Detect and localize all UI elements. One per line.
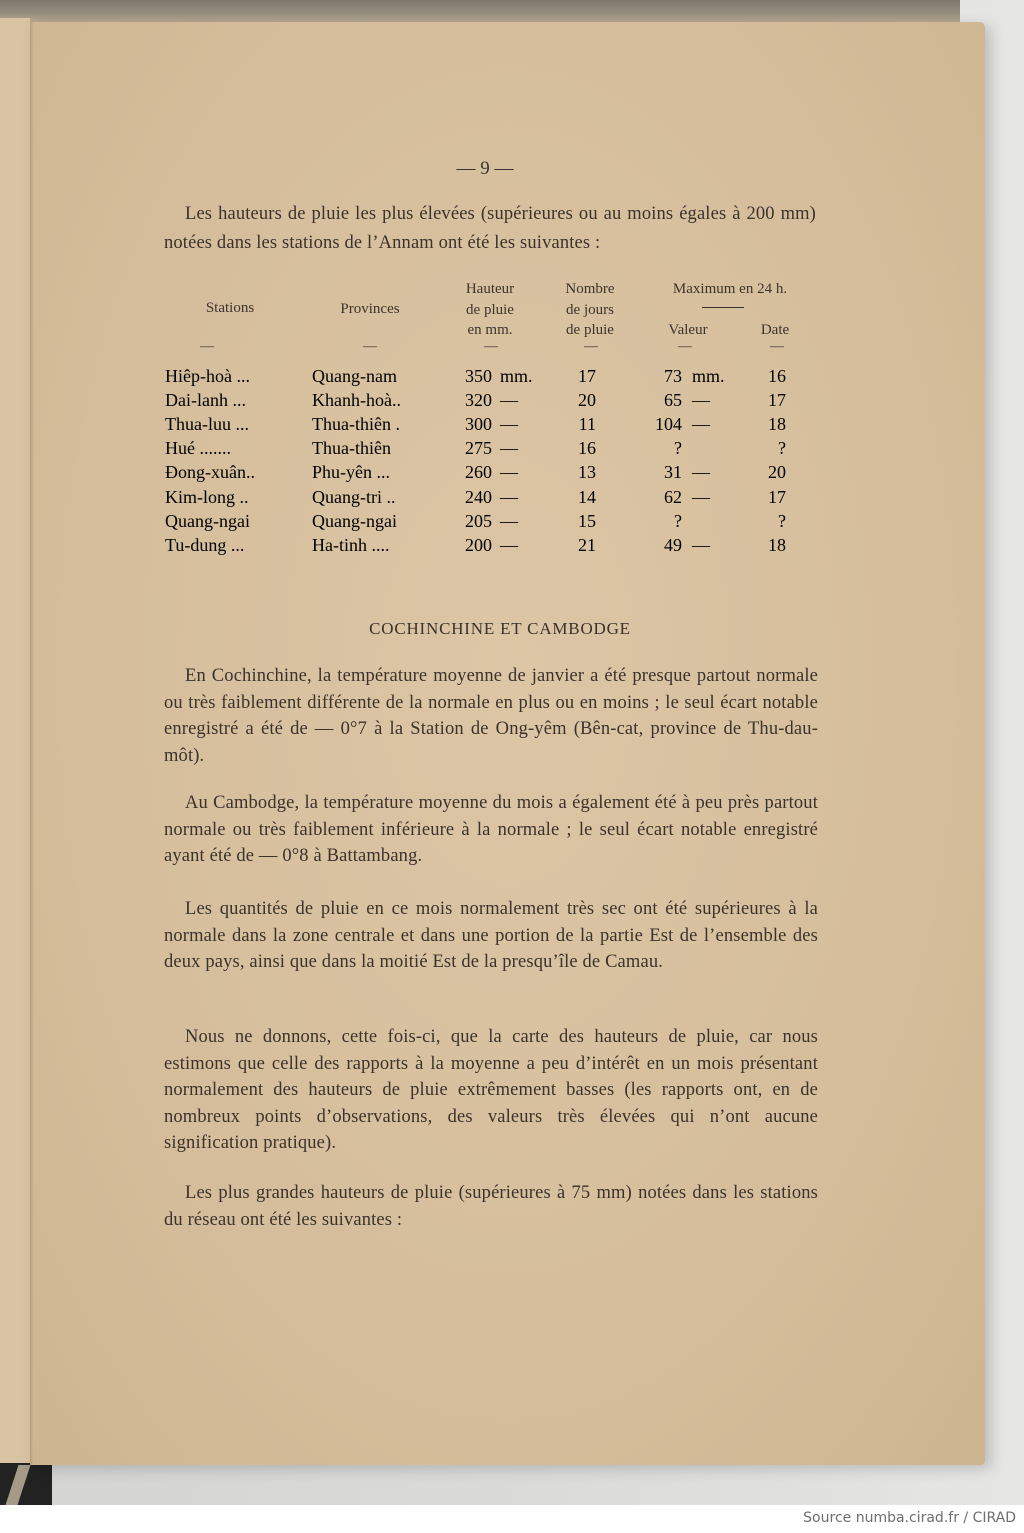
paragraph-highest-rainfall: Les plus grandes hauteurs de pluie (supérieures à 75 mm) notées dans les stations du réseau ont été les suivantes : [164,1183,818,1230]
cell-hauteur-unit: — [500,486,518,507]
cell-province: Quang-nam [312,366,397,386]
book-cover-top-edge [0,0,960,22]
cell-valeur-unit: — [692,486,710,507]
header-nombre-2: de jours [566,302,614,318]
cell-province: Thua-thiên . [312,414,400,435]
cell-jours: 17 [578,366,596,386]
table-row [0,414,786,438]
header-nombre-3: de pluie [566,322,614,338]
paragraph-cambodge: Au Cambodge, la température moyenne du mois a également été à peu près partout normale ou très faiblement inférieure à la normale ; le seul écart notable enregistré ayant été de — 0°8 à Battambang. [164,793,818,866]
cell-valeur: 73 [664,366,682,386]
table-row [0,486,786,511]
header-hauteur-3: en mm. [467,322,513,338]
table-row [0,390,786,414]
cell-province: Khanh-hoà.. [312,390,401,411]
cell-valeur-unit: — [692,534,710,555]
cell-hauteur: 205 [465,510,492,531]
cell-jours: 15 [578,510,596,531]
cell-hauteur-unit: mm. [500,366,533,386]
cell-valeur: ? [674,438,682,459]
cell-valeur-unit: mm. [692,366,725,386]
paragraph-cochinchine: En Cochinchine, la température moyenne de janvier a été presque partout normale ou très faiblement différente de la normale en plus ou en moins ; le seul écart notable enregistré a été de — 0°7 à la Station de Ong-yêm (Bên-cat, province de Thu-dau-môt). [164,666,818,766]
table-row [0,534,786,559]
cell-station: Thua-luu ... [165,414,249,435]
source-credit: Source numba.cirad.fr / CIRAD [803,1510,1016,1526]
cell-date: ? [778,510,786,531]
cell-date: 18 [768,414,786,435]
cell-date: 20 [768,462,786,483]
cell-valeur-unit: — [692,462,710,483]
page-number: — 9 — [456,158,514,179]
cell-valeur: 31 [664,462,682,483]
cell-station: Kim-long .. [165,486,249,507]
cell-jours: 16 [578,438,596,459]
cell-jours: 13 [578,462,596,483]
cell-jours: 20 [578,390,596,411]
table-row [0,438,786,462]
header-date: Date [760,322,790,338]
cell-hauteur: 200 [465,534,492,555]
cell-date: 16 [768,366,786,386]
header-maximum-rule [702,307,744,308]
section-heading: COCHINCHINE ET CAMBODGE [369,619,631,638]
cell-hauteur-unit: — [500,438,518,459]
cell-valeur: 104 [655,414,682,435]
header-dash-provinces: — [363,339,377,354]
page-gutter-shadow [30,22,34,1465]
cell-hauteur: 300 [465,414,492,435]
cell-valeur-unit: — [692,390,710,411]
cell-hauteur: 260 [465,462,492,483]
header-dash-hauteur: — [484,339,498,354]
paragraph-map-note: Nous ne donnons, cette fois-ci, que la carte des hauteurs de pluie, car nous estimons que celle des rapports à la moyenne a peu d’intérêt en un mois présentant normalement des hauteurs de pluie extrêmement basses (les rapports ont, en de nombreux points d’observations, des valeurs très élevées qui n’ont aucune signification pratique). [164,1027,818,1153]
table-row [0,510,786,535]
cell-date: 17 [768,486,786,507]
cell-hauteur-unit: — [500,534,518,555]
cell-station: Tu-dung ... [165,534,245,555]
cell-valeur: ? [674,510,682,531]
header-dash-nombre: — [584,339,598,354]
cell-station: Dai-lanh ... [165,390,246,411]
cell-station: Hiêp-hoà ... [165,366,250,386]
cell-province: Ha-tinh .... [312,534,390,555]
cell-province: Thua-thiên [312,438,391,459]
header-hauteur-2: de pluie [466,302,514,318]
cell-province: Quang-ngai [312,510,397,531]
cell-date: 18 [768,534,786,555]
cell-province: Phu-yên ... [312,462,390,483]
cell-jours: 21 [578,534,596,555]
cell-date: 17 [768,390,786,411]
table-row [0,462,786,486]
cell-date: ? [778,438,786,459]
paragraph-rainfall: Les quantités de pluie en ce mois normalement très sec ont été supérieures à la normale dans la zone centrale et dans une portion de la partie Est de l’ensemble des deux pays, ainsi que dans la moitié Est de la presqu’île de Camau. [164,899,818,972]
cell-hauteur: 240 [465,486,492,507]
left-page-edge [0,18,32,1478]
cell-jours: 14 [578,486,596,507]
cell-province: Quang-tri .. [312,486,396,507]
header-hauteur-1: Hauteur [465,281,515,297]
header-dash-stations: — [200,339,214,354]
cell-valeur-unit: — [692,414,710,435]
header-valeur: Valeur [668,322,708,338]
cell-hauteur-unit: — [500,414,518,435]
cell-hauteur: 275 [465,438,492,459]
cell-station: Quang-ngai [165,510,250,531]
header-provinces: Provinces [340,301,400,317]
cell-hauteur: 320 [465,390,492,411]
cell-hauteur: 350 [465,366,492,386]
header-nombre-1: Nombre [565,281,615,297]
cell-valeur: 49 [664,534,682,555]
header-stations: Stations [205,300,255,316]
header-dash-valeur: — [678,339,692,354]
cell-hauteur-unit: — [500,510,518,531]
intro-paragraph: Les hauteurs de pluie les plus élevées (supérieures ou au moins égales à 200 mm) notées dans les stations de l’Annam ont été les suivantes : [164,204,816,253]
header-maximum: Maximum en 24 h. [672,281,788,297]
table-row [0,366,786,390]
cell-station: Hué ....... [165,438,231,459]
cell-hauteur-unit: — [500,462,518,483]
cell-station: Đong-xuân.. [165,462,255,483]
cell-valeur: 62 [664,486,682,507]
cell-jours: 11 [578,414,596,435]
cell-hauteur-unit: — [500,390,518,411]
cell-valeur: 65 [664,390,682,411]
header-dash-date: — [770,339,784,354]
